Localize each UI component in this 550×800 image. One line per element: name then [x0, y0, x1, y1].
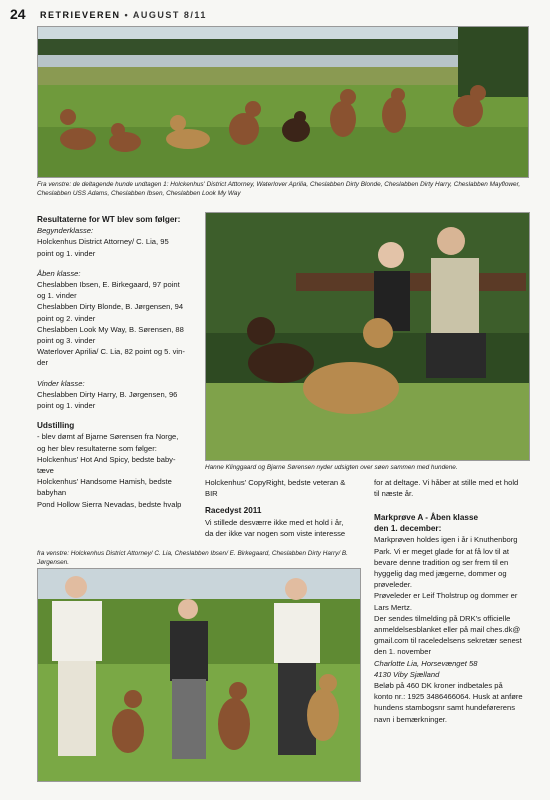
payment-line: navn i bemærkninger.: [374, 714, 448, 724]
payment-line: Beløb på 460 DK kroner indbetales på: [374, 681, 503, 691]
page-number: 24: [10, 6, 26, 22]
field-test-line: prøveleder.: [374, 580, 412, 590]
right-photo-caption: Hanne Klinggaard og Bjarne Sørensen nyder udsigten over søen sammen med hundene.: [205, 464, 458, 471]
open-label: Åben klasse:: [37, 268, 81, 278]
mid-line: BIR: [205, 489, 218, 499]
field-test-line: Lars Mertz.: [374, 602, 412, 612]
race-line: Vi stillede desværre ikke med et hold i år,: [205, 517, 344, 527]
right-line: til næste år.: [374, 489, 414, 499]
right-line: for at deltage. Vi håber at stille med et hold: [374, 478, 519, 487]
address-line: 4130 Viby Sjælland: [374, 669, 440, 679]
open-line: point og 2. vinder: [37, 313, 96, 323]
top-photo-caption: Fra venstre: de deltagende hunde undtagen 1: Holckenhus' District Atttorney, Waterlover Aprilia, Cheslabben Dirty Blonde, Cheslabben Dirty Harry, Cheslabben Mayflower, Cheslabben USS Adams, Cheslabben Ibsen, Cheslabben Look My Way: [37, 181, 521, 197]
mid-line: Holckenhus' CopyRight, bedste veteran &: [205, 478, 346, 487]
results-title: Resultaterne for WT blev som følger:: [37, 215, 181, 224]
open-line: point og 3. vinder: [37, 336, 96, 346]
field-test-line: anmeldelsesblanket eller på mail ches.dk@: [374, 625, 521, 635]
page-header: [40, 10, 207, 20]
race-title: Racedyst 2011: [205, 506, 262, 516]
field-test-line: bevare denne tradition og ser frem til en: [374, 557, 509, 567]
beginner-line: point og 1. vinder: [37, 248, 96, 258]
beginner-line: Holckenhus District Attorney/ C. Lia, 95: [37, 237, 169, 247]
bottom-photo-illustration: [38, 569, 360, 781]
address-line: Charlotte Lia, Horsevænget 58: [374, 658, 478, 668]
payment-line: hundens stambogsnr samt hundeførerens: [374, 703, 515, 713]
field-test-title: Markprøve A - Åben klasse: [374, 513, 479, 522]
bottom-photo-caption: fra venstre: Holckenhus District Attorney/ C. Lia, Cheslabben Ibsen/ E. Birkegaard, Cheslabben Dirty Harry/ B. Jørgensen.: [37, 550, 348, 566]
field-test-line: den 1. november: [374, 647, 431, 657]
exhibition-line: Pond Hollow Sierra Nevadas, bedste hvalp: [37, 499, 182, 509]
race-line: da der ikke var nogen som viste interesse: [205, 528, 346, 538]
open-line: Cheslabben Dirty Blonde, B. Jørgensen, 94: [37, 302, 184, 312]
field-test-line: Der sendes tilmelding på DRK's officielle: [374, 613, 511, 623]
field-test-line: Prøveleder er Leif Tholstrup og dommer er: [374, 591, 518, 601]
exhibition-line: tæve: [37, 466, 54, 476]
beginner-label: Begynderklasse:: [37, 226, 94, 236]
exhibition-line: babyhan: [37, 488, 67, 498]
field-test-line: hyggelig dag med jægerne, dommer og: [374, 569, 507, 579]
magazine-name: RETRIEVEREN: [40, 10, 121, 20]
open-line: Cheslabben Look My Way, B. Sørensen, 88: [37, 324, 184, 334]
open-line: og 1. vinder: [37, 291, 77, 301]
field-test-section: [374, 512, 536, 725]
right-photo-illustration: [206, 213, 529, 460]
exhibition-line: Holckenhus' Hot And Spicy, bedste baby-: [37, 454, 176, 464]
bottom-photo: [37, 568, 361, 782]
field-test-subtitle: den 1. december:: [374, 524, 442, 534]
field-test-line: Park. Vi er meget glade for at få lov til at: [374, 546, 509, 556]
winner-line: point og 1. vinder: [37, 401, 96, 411]
exhibition-line: - blev dømt af Bjarne Sørensen fra Norge,: [37, 432, 179, 442]
winner-line: Cheslabben Dirty Harry, B. Jørgensen, 96: [37, 389, 178, 399]
right-column-top: [374, 477, 534, 499]
open-line: Waterlover Aprilia/ C. Lia, 82 point og 5. vin-: [37, 347, 185, 357]
exhibition-title: Udstilling: [37, 421, 75, 431]
exhibition-line: og her blev resultaterne som følger:: [37, 443, 157, 453]
open-line: der: [37, 358, 48, 368]
field-test-line: gmail.com til raceledelsens sekretær senest: [374, 636, 522, 646]
top-photo-illustration: [38, 27, 528, 177]
header-separator: •: [124, 10, 130, 20]
right-photo: [205, 212, 530, 461]
top-photo: [37, 26, 529, 178]
issue-label: AUGUST 8/11: [132, 10, 207, 20]
payment-line: konto nr.: 1925 3486466064. Husk at anføre: [374, 692, 523, 702]
open-line: Cheslabben Ibsen, E. Birkegaard, 97 point: [37, 280, 180, 290]
winner-label: Vinder klasse:: [37, 378, 85, 388]
field-test-line: Markprøven holdes igen i år i Knuthenborg: [374, 535, 518, 545]
mid-column: [205, 477, 370, 539]
exhibition-line: Holckenhus' Handsome Hamish, bedste: [37, 477, 172, 487]
results-section: [37, 214, 202, 510]
